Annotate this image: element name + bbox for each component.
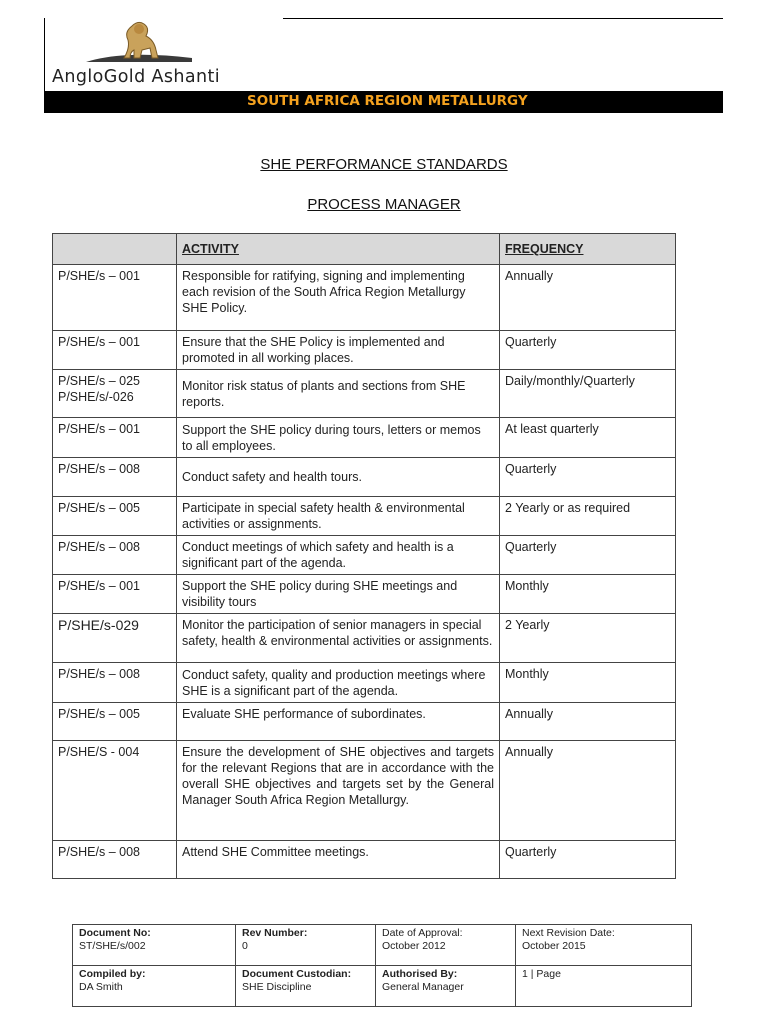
authorised-by-value: General Manager: [382, 981, 464, 993]
row-code: P/SHE/s – 001: [53, 265, 177, 331]
row-activity: Conduct meetings of which safety and health is a significant part of the agenda.: [177, 536, 500, 575]
row-code: P/SHE/s – 001: [53, 418, 177, 458]
row-activity: Conduct safety and health tours.: [177, 458, 500, 497]
row-activity: Monitor risk status of plants and sections from SHE reports.: [177, 370, 500, 418]
compiled-by-value: DA Smith: [79, 981, 123, 993]
row-frequency: 2 Yearly or as required: [500, 497, 676, 536]
row-activity: Support the SHE policy during tours, letters or memos to all employees.: [177, 418, 500, 458]
header-code: [53, 234, 177, 265]
rev-number-value: 0: [242, 940, 248, 952]
table-row: [53, 331, 676, 370]
header-top-border: [283, 18, 723, 19]
row-code: P/SHE/s – 008: [53, 841, 177, 879]
row-code: P/SHE/s – 001: [53, 575, 177, 614]
row-frequency: Monthly: [500, 663, 676, 703]
region-title: SOUTH AFRICA REGION METALLURGY: [247, 93, 528, 109]
row-code: P/SHE/s – 005: [53, 703, 177, 741]
row-frequency: Quarterly: [500, 536, 676, 575]
table-row: [53, 458, 676, 497]
table-row: [53, 703, 676, 741]
row-frequency: Quarterly: [500, 458, 676, 497]
footer-row: [73, 966, 692, 1007]
row-frequency: Annually: [500, 703, 676, 741]
page-title: SHE PERFORMANCE STANDARDS: [260, 156, 508, 173]
doc-number-cell: [73, 925, 236, 966]
row-frequency: Quarterly: [500, 331, 676, 370]
header-activity: ACTIVITY: [177, 234, 500, 265]
table-row: [53, 536, 676, 575]
row-code: P/SHE/s – 001: [53, 331, 177, 370]
row-code: [53, 370, 177, 418]
standards-table: [52, 233, 676, 879]
approval-date-value: October 2012: [382, 940, 446, 952]
table-row: [53, 370, 676, 418]
table-row: [53, 663, 676, 703]
row-frequency: 2 Yearly: [500, 614, 676, 663]
authorised-by-label: Authorised By:: [382, 968, 458, 980]
table-row: [53, 741, 676, 841]
row-activity: Attend SHE Committee meetings.: [177, 841, 500, 879]
custodian-cell: [236, 966, 376, 1007]
compiled-by-cell: [73, 966, 236, 1007]
next-revision-cell: [516, 925, 692, 966]
page-subtitle: PROCESS MANAGER: [307, 196, 461, 213]
approval-date-cell: [376, 925, 516, 966]
row-code: P/SHE/s – 008: [53, 536, 177, 575]
footer-row: [73, 925, 692, 966]
company-logo: [46, 18, 282, 92]
row-activity: Monitor the participation of senior managers in special safety, health & environmental activities or assignments.: [177, 614, 500, 663]
row-activity: Ensure the development of SHE objectives and targets for the relevant Regions that are in accordance with the overall SHE objectives and targets set by the General Manager South Africa Region Metallurgy.: [177, 741, 500, 841]
table-row: [53, 575, 676, 614]
table-row: [53, 265, 676, 331]
header-left-border: [44, 18, 45, 94]
row-activity: Ensure that the SHE Policy is implemented and promoted in all working places.: [177, 331, 500, 370]
row-code: P/SHE/s-029: [53, 614, 177, 663]
row-frequency: Daily/monthly/Quarterly: [500, 370, 676, 418]
table-row: [53, 841, 676, 879]
page-number-cell: [516, 966, 692, 1007]
compiled-by-label: Compiled by:: [79, 968, 146, 980]
row-code: P/SHE/s – 008: [53, 663, 177, 703]
row-code-line2: P/SHE/s/-026: [58, 390, 134, 404]
row-frequency: Monthly: [500, 575, 676, 614]
table-row: [53, 497, 676, 536]
rev-number-cell: [236, 925, 376, 966]
company-name: AngloGold Ashanti: [52, 67, 221, 87]
row-activity: Responsible for ratifying, signing and implementing each revision of the South Africa Region Metallurgy SHE Policy.: [177, 265, 500, 331]
header-frequency: FREQUENCY: [500, 234, 676, 265]
table-row: [53, 614, 676, 663]
lion-on-hill-logo-icon: [84, 18, 194, 64]
row-code: P/SHE/s – 008: [53, 458, 177, 497]
custodian-value: SHE Discipline: [242, 981, 312, 993]
next-revision-label: Next Revision Date:: [522, 927, 615, 939]
page-number: 1 | Page: [522, 968, 561, 980]
row-frequency: Annually: [500, 741, 676, 841]
row-frequency: Quarterly: [500, 841, 676, 879]
row-code-line1: P/SHE/s – 025: [58, 374, 140, 388]
row-activity: Participate in special safety health & environmental activities or assignments.: [177, 497, 500, 536]
authorised-by-cell: [376, 966, 516, 1007]
row-activity: Support the SHE policy during SHE meetings and visibility tours: [177, 575, 500, 614]
custodian-label: Document Custodian:: [242, 968, 352, 980]
row-frequency: At least quarterly: [500, 418, 676, 458]
rev-number-label: Rev Number:: [242, 927, 308, 939]
next-revision-value: October 2015: [522, 940, 586, 952]
doc-number-label: Document No:: [79, 927, 151, 939]
document-control-table: [72, 924, 692, 1007]
row-activity: Conduct safety, quality and production meetings where SHE is a significant part of the agenda.: [177, 663, 500, 703]
row-code: P/SHE/s – 005: [53, 497, 177, 536]
approval-date-label: Date of Approval:: [382, 927, 463, 939]
table-row: [53, 418, 676, 458]
row-frequency: Annually: [500, 265, 676, 331]
doc-number-value: ST/SHE/s/002: [79, 940, 146, 952]
row-activity: Evaluate SHE performance of subordinates.: [177, 703, 500, 741]
row-code: P/SHE/S - 004: [53, 741, 177, 841]
table-header-row: [53, 234, 676, 265]
